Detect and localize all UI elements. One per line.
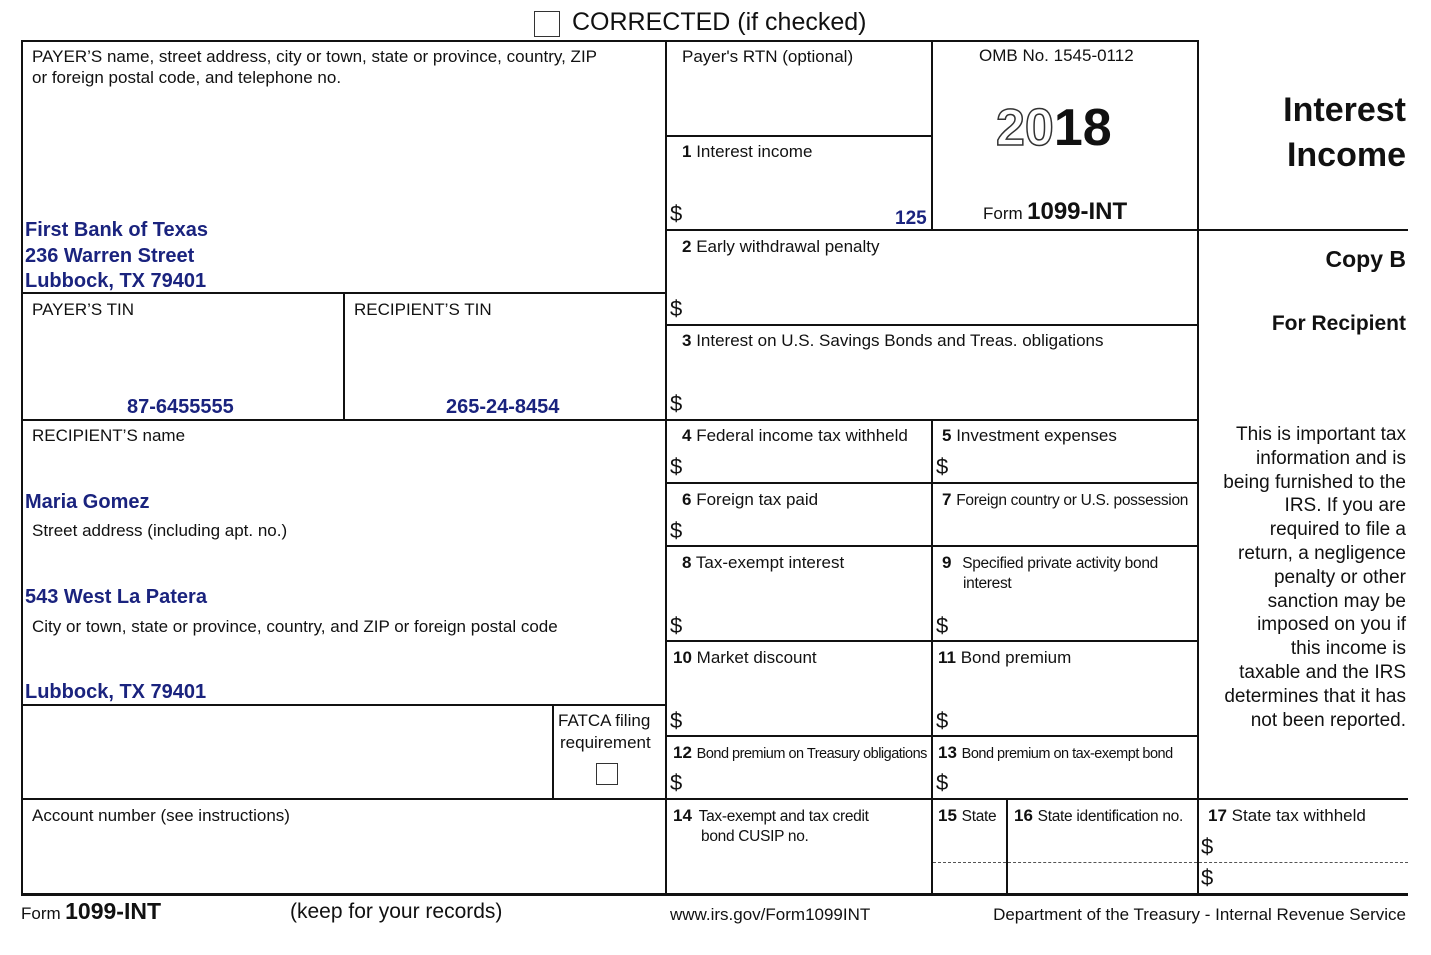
form-title — [1283, 88, 1406, 178]
box9-dollar: $ — [936, 613, 949, 638]
box17-label — [1208, 805, 1366, 826]
box7-number: 7 — [942, 490, 952, 509]
box14-label — [673, 805, 869, 827]
footer-url[interactable]: www.irs.gov/Form1099INT — [670, 905, 871, 924]
box10-dollar: $ — [670, 708, 683, 733]
box14-text: Tax-exempt and tax credit — [698, 808, 869, 825]
box13-dollar: $ — [936, 770, 949, 795]
box9-text: Specified private activity bond — [962, 555, 1158, 572]
account-label: Account number (see instructions) — [32, 806, 290, 825]
box15-label — [938, 805, 996, 827]
box17-dollar-1: $ — [1201, 834, 1214, 859]
copy-label: Copy B — [1325, 246, 1406, 272]
box9-number: 9 — [942, 553, 952, 572]
omb-number: OMB No. 1545-0112 — [979, 46, 1134, 65]
tax-year-outline: 20 — [996, 99, 1054, 157]
notice-line: taxable and the IRS — [1239, 661, 1406, 683]
box3-dollar: $ — [670, 391, 683, 416]
recipient-city-label: City or town, state or province, country, and ZIP or foreign postal code — [32, 617, 558, 636]
box10-number: 10 — [673, 648, 692, 667]
box10-text: Market discount — [696, 648, 817, 667]
box8-dollar: $ — [670, 613, 683, 638]
box7-text: Foreign country or U.S. possession — [956, 492, 1189, 509]
box5-number: 5 — [942, 426, 952, 445]
footer-department: Department of the Treasury - Internal Revenue Service — [993, 905, 1406, 924]
box6-dollar: $ — [670, 518, 683, 543]
box4-number: 4 — [682, 426, 692, 445]
box5-dollar: $ — [936, 454, 949, 479]
box15-number: 15 — [938, 806, 957, 825]
payer-label-line2: or foreign postal code, and telephone no. — [32, 68, 342, 87]
notice-line: not been reported. — [1250, 709, 1406, 731]
box4-label — [682, 425, 908, 446]
recipient-name: Maria Gomez — [25, 491, 150, 513]
footer-keep-note: (keep for your records) — [290, 900, 503, 923]
notice-line: return, a negligence — [1238, 542, 1406, 564]
form-title-line2: Income — [1286, 136, 1406, 174]
footer-form-number: 1099-INT — [65, 898, 161, 924]
box11-number: 11 — [938, 648, 956, 667]
box2-label — [682, 236, 880, 257]
box13-label — [938, 742, 1173, 765]
notice-line: required to file a — [1269, 519, 1406, 541]
box5-label — [942, 425, 1117, 446]
recipient-tin-value: 265-24-8454 — [446, 396, 560, 418]
box17-number: 17 — [1208, 806, 1227, 825]
box8-label — [682, 552, 844, 573]
box12-dollar: $ — [670, 770, 683, 795]
box3-text: Interest on U.S. Savings Bonds and Treas. obligations — [696, 331, 1104, 350]
notice-line: being furnished to the — [1223, 471, 1406, 493]
notice-line: imposed on you if — [1257, 614, 1406, 636]
box16-label — [1014, 805, 1183, 827]
box12-label — [673, 742, 927, 765]
box16-number: 16 — [1014, 806, 1033, 825]
payer-street: 236 Warren Street — [25, 245, 195, 267]
omb-form-prefix: Form — [983, 204, 1023, 223]
box2-dollar: $ — [670, 296, 683, 321]
tax-year — [996, 100, 1112, 156]
box8-text: Tax-exempt interest — [695, 553, 845, 572]
omb-form-number: 1099-INT — [1027, 198, 1128, 225]
box1-value[interactable]: 125 — [895, 208, 927, 229]
box12-text: Bond premium on Treasury obligations — [696, 746, 927, 762]
box16-text: State identification no. — [1037, 808, 1183, 825]
notice-line: IRS. If you are — [1284, 495, 1406, 517]
box1-number: 1 — [682, 142, 692, 161]
corrected-label: CORRECTED (if checked) — [572, 8, 867, 36]
box15-text: State — [961, 808, 997, 825]
box2-text: Early withdrawal penalty — [696, 237, 880, 256]
box13-text: Bond premium on tax-exempt bond — [961, 746, 1173, 762]
box3-label — [682, 330, 1104, 351]
box4-text: Federal income tax withheld — [696, 426, 908, 445]
box4-dollar: $ — [670, 454, 683, 479]
box14-text-line2: bond CUSIP no. — [701, 828, 809, 845]
box14-number: 14 — [673, 806, 692, 825]
tax-year-bold: 18 — [1053, 99, 1112, 157]
payer-tin-value: 87-6455555 — [127, 396, 234, 418]
box3-number: 3 — [682, 331, 692, 350]
box12-number: 12 — [673, 743, 692, 762]
payer-city: Lubbock, TX 79401 — [25, 270, 207, 292]
box13-number: 13 — [938, 743, 957, 762]
box17-text: State tax withheld — [1231, 806, 1366, 825]
copy-for-label: For Recipient — [1271, 312, 1406, 335]
box6-text: Foreign tax paid — [696, 490, 819, 509]
box11-label — [938, 647, 1071, 668]
recipient-street: 543 West La Patera — [25, 586, 207, 608]
box7-label — [942, 489, 1188, 511]
box5-text: Investment expenses — [956, 426, 1117, 445]
box11-text: Bond premium — [960, 648, 1072, 667]
recipient-city: Lubbock, TX 79401 — [25, 681, 207, 703]
payer-tin-label: PAYER’S TIN — [32, 300, 135, 319]
fatca-checkbox[interactable] — [596, 763, 618, 785]
box17-dollar-2: $ — [1201, 865, 1214, 890]
recipient-street-label: Street address (including apt. no.) — [32, 521, 288, 540]
box9-text-line2: interest — [963, 575, 1012, 592]
footer-form-name — [21, 898, 161, 925]
box1-text: Interest income — [696, 142, 813, 161]
fatca-label: FATCA filing — [558, 711, 651, 730]
notice-line: This is important tax — [1236, 424, 1406, 445]
box11-dollar: $ — [936, 708, 949, 733]
corrected-checkbox[interactable] — [534, 11, 560, 37]
notice-line: this income is — [1290, 638, 1406, 660]
box6-label — [682, 489, 818, 510]
payer-name: First Bank of Texas — [25, 219, 209, 241]
notice-line: penalty or other — [1273, 566, 1406, 588]
box1-label — [682, 141, 812, 162]
recipient-notice — [1223, 423, 1406, 732]
box8-number: 8 — [682, 553, 692, 572]
fatca-label-line2: requirement — [560, 733, 651, 752]
box2-number: 2 — [682, 237, 692, 256]
rtn-label: Payer's RTN (optional) — [682, 47, 854, 66]
footer-form-prefix: Form — [21, 904, 61, 923]
box6-number: 6 — [682, 490, 692, 509]
recipient-tin-label: RECIPIENT’S TIN — [354, 300, 492, 319]
box10-label — [673, 647, 817, 668]
notice-line: sanction may be — [1267, 590, 1406, 612]
box9-label — [942, 552, 1158, 574]
payer-label: PAYER’S name, street address, city or town, state or province, country, ZIP — [32, 47, 598, 66]
form-title-line1: Interest — [1283, 91, 1406, 129]
recipient-name-label: RECIPIENT’S name — [32, 426, 186, 445]
box1-dollar: $ — [670, 201, 683, 226]
notice-line: determines that it has — [1224, 685, 1406, 707]
notice-line: information and is — [1256, 447, 1406, 469]
omb-form-name — [983, 198, 1127, 226]
